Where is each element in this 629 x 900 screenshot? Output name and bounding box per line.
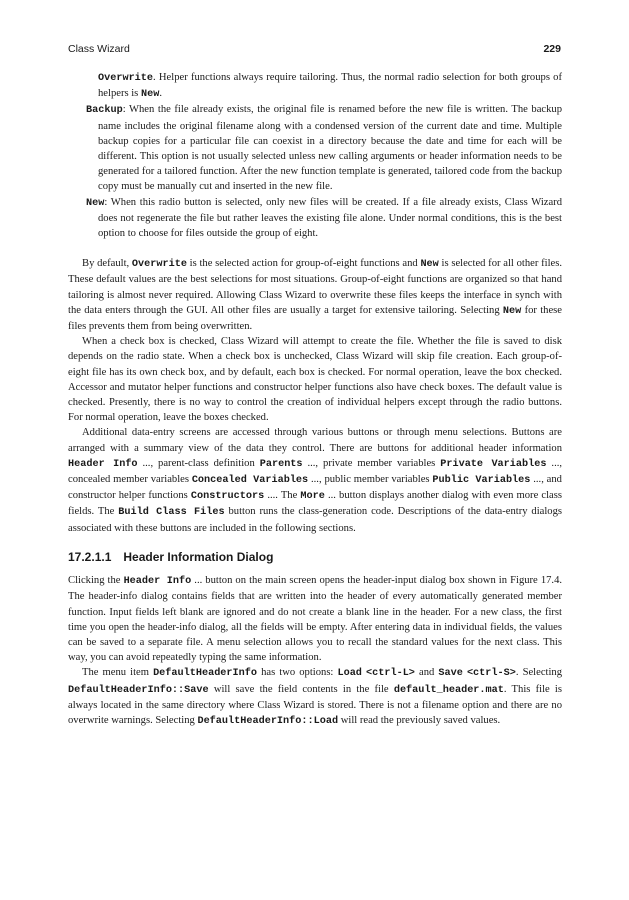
definition-text: . bbox=[159, 88, 162, 100]
text-run: Additional data-entry screens are accessed through various buttons or through menu selections. Buttons are arranged with a summary view of the data they control. There are buttons for additional header information bbox=[68, 427, 562, 454]
code-term: default_header.mat bbox=[393, 684, 504, 696]
text-run: . Selecting bbox=[515, 667, 563, 679]
section-title: Header Information Dialog bbox=[123, 549, 274, 564]
code-term: Header Info bbox=[68, 458, 138, 470]
code-term: Concealed Variables bbox=[191, 475, 309, 487]
text-run: .... The bbox=[264, 490, 301, 502]
code-term: Private Variables bbox=[440, 458, 547, 470]
code-term: Constructors bbox=[190, 491, 265, 503]
text-run: ..., concealed member variables bbox=[68, 457, 563, 486]
code-term: New bbox=[502, 305, 522, 317]
code-term: Save bbox=[438, 668, 463, 680]
page-body bbox=[68, 70, 562, 729]
code-term: Overwrite bbox=[131, 259, 187, 271]
code-term: DefaultHeaderInfo::Save bbox=[68, 684, 209, 696]
text-run: for these files prevents them from being overwritten. bbox=[68, 304, 562, 333]
code-term: Backup bbox=[86, 105, 123, 117]
text-run: ..., parent-class definition bbox=[137, 457, 260, 469]
text-run: will save the field contents in the file bbox=[208, 683, 394, 695]
paragraph-default-header-menu bbox=[68, 665, 562, 729]
text-run: Clicking the bbox=[68, 575, 124, 587]
running-header-title: Class Wizard bbox=[68, 43, 130, 55]
definition-new bbox=[86, 195, 562, 242]
text-run: will read the previously saved values. bbox=[338, 714, 501, 726]
code-term: <ctrl-S> bbox=[466, 668, 516, 680]
code-term: New bbox=[140, 89, 160, 101]
definition-text: : When this radio button is selected, only new files will be created. If a file already exists, Class Wizard does not regenerate the file but rather leaves the existing file alone. Under normal conditions, this is the best option to choose for files outside the group of eight. bbox=[98, 196, 562, 240]
text-run: ... button displays another dialog with even more class fields. The bbox=[68, 490, 562, 518]
definition-text: : When the file already exists, the original file is renamed before the new file is written. The backup name includes the original filename along with a condensed version of the current date and time. Multiple backup copies for a particular file can coexist in a directory because the date and time for each will be different. This option is not usually selected unless new calling arguments or header information needs to be generated for a tailored function. After the new function template is generated, tailored code from the backup copy must be manually cut and inserted in the new file. bbox=[98, 104, 562, 193]
paragraph-header-info bbox=[68, 573, 562, 665]
text-run: is selected for all other files. These default values are the best selections for most situations. Group-of-eight functions are organized so that hand tailoring is almost never required. Allowing Class Wizard to overwrite these files keeps the interface in synch with the data enters through the GUI. All other files are usually a target for extensive tailoring. Selecting bbox=[68, 258, 562, 316]
text-run: and bbox=[414, 667, 439, 679]
code-term: New bbox=[86, 197, 105, 209]
paragraph-defaults bbox=[68, 256, 562, 334]
section-heading bbox=[68, 550, 562, 565]
code-term: Header Info bbox=[123, 576, 192, 588]
code-term: New bbox=[420, 259, 439, 271]
definition-backup bbox=[86, 102, 562, 194]
text-run: ..., public member variables bbox=[308, 474, 433, 486]
definition-text: . Helper functions always require tailoring. Thus, the normal radio selection for both groups of helpers is bbox=[98, 72, 562, 100]
text-run: The menu item bbox=[82, 667, 154, 679]
text-run: has two options: bbox=[257, 667, 338, 679]
paragraph-data-entry-screens bbox=[68, 425, 562, 535]
code-term: Load bbox=[337, 668, 362, 680]
definition-overwrite-continued bbox=[86, 70, 562, 102]
text-run: ... button on the main screen opens the header-input dialog box shown in Figure 17.4. The header-info dialog contains fields that are written into the header of every automatically generated member function. Input fields left blank are ignored and do not create a blank line in the header. For a new class, the first time you open the header-info dialog, all the fields will be empty. After entering data in individual fields, the values can be saved to a separate file. A menu selection allows you to recall the standard values for the next class. This way, you can avoid repeatedly typing the same information. bbox=[68, 575, 563, 664]
text-run: is the selected action for group-of-eight functions and bbox=[186, 258, 421, 270]
code-term: DefaultHeaderInfo bbox=[153, 668, 257, 680]
code-term: Build Class Files bbox=[118, 507, 225, 519]
section-number: 17.2.1.1 bbox=[68, 549, 112, 564]
radio-option-definitions bbox=[86, 70, 562, 241]
code-term: Public Variables bbox=[432, 475, 531, 487]
code-term: DefaultHeaderInfo::Load bbox=[197, 715, 339, 727]
text-run: . This file is always located in the same directory where Class Wizard is stored. There is not a filename option and there are no overwrite warnings. Selecting bbox=[68, 683, 562, 726]
page-number: 229 bbox=[543, 43, 561, 55]
text-run: button runs the class-generation code. Descriptions of the data-entry dialogs associated with these buttons are included in the following sections. bbox=[68, 506, 562, 534]
text-run: ..., and constructor helper functions bbox=[68, 474, 562, 502]
code-term: More bbox=[300, 491, 325, 503]
code-term: Overwrite bbox=[98, 73, 154, 84]
text-run: By default, bbox=[82, 258, 132, 270]
paragraph-check-boxes: When a check box is checked, Class Wizard will attempt to create the file. Whether the file is saved to disk depends on the radio state. When a check box is unchecked, Class Wizard will skip file creation. Each group-of-eight file has its own check box, and by default, each box is checked. For normal operation, leave the box checked. Accessor and mutator helper functions and constructor helper functions also have check boxes. The default value is checked. Presently, there is no way to control the creation of individual helpers except through the radio buttons. For normal operation, leave the boxes checked. bbox=[68, 336, 562, 424]
code-term: Parents bbox=[259, 458, 303, 470]
code-term: <ctrl-L> bbox=[366, 668, 415, 680]
text-run: ..., private member variables bbox=[302, 457, 441, 469]
